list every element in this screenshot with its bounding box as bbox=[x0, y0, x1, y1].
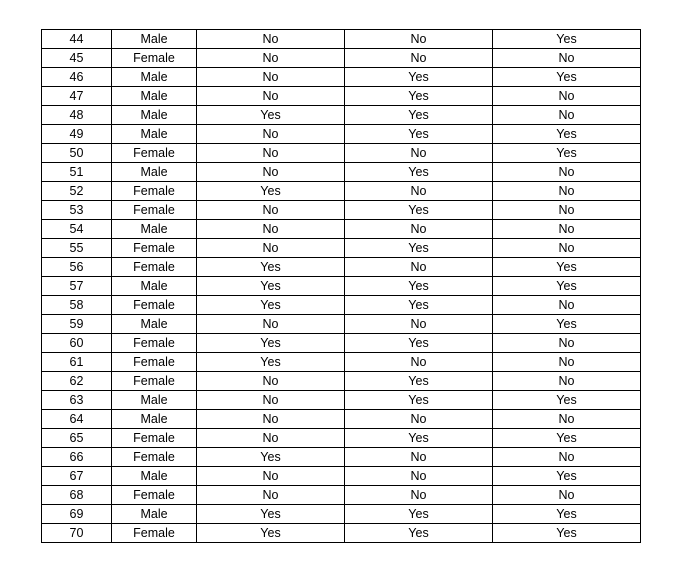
table-row bbox=[42, 315, 641, 334]
answer-cell-2: No bbox=[345, 353, 493, 372]
answer-cell-3: No bbox=[493, 163, 641, 182]
gender-cell: Male bbox=[112, 30, 197, 49]
table-row bbox=[42, 49, 641, 68]
answer-cell-2: Yes bbox=[345, 524, 493, 543]
answer-cell-1: No bbox=[197, 220, 345, 239]
gender-cell: Male bbox=[112, 87, 197, 106]
answer-cell-3: Yes bbox=[493, 505, 641, 524]
gender-cell: Female bbox=[112, 334, 197, 353]
gender-cell: Male bbox=[112, 391, 197, 410]
answer-cell-1: Yes bbox=[197, 334, 345, 353]
id-cell: 66 bbox=[42, 448, 112, 467]
answer-cell-3: No bbox=[493, 201, 641, 220]
answer-cell-3: No bbox=[493, 87, 641, 106]
answer-cell-1: No bbox=[197, 87, 345, 106]
answer-cell-2: Yes bbox=[345, 505, 493, 524]
answer-cell-2: Yes bbox=[345, 201, 493, 220]
answer-cell-1: No bbox=[197, 391, 345, 410]
answer-cell-3: Yes bbox=[493, 258, 641, 277]
answer-cell-3: Yes bbox=[493, 391, 641, 410]
answer-cell-2: Yes bbox=[345, 334, 493, 353]
answer-cell-2: No bbox=[345, 49, 493, 68]
answer-cell-1: Yes bbox=[197, 296, 345, 315]
answer-cell-3: Yes bbox=[493, 30, 641, 49]
table-row bbox=[42, 391, 641, 410]
table-row bbox=[42, 239, 641, 258]
gender-cell: Female bbox=[112, 239, 197, 258]
gender-cell: Male bbox=[112, 505, 197, 524]
answer-cell-2: Yes bbox=[345, 296, 493, 315]
answer-cell-3: Yes bbox=[493, 68, 641, 87]
answer-cell-3: No bbox=[493, 410, 641, 429]
table-row bbox=[42, 68, 641, 87]
gender-cell: Female bbox=[112, 372, 197, 391]
table-row bbox=[42, 144, 641, 163]
gender-cell: Male bbox=[112, 467, 197, 486]
answer-cell-1: No bbox=[197, 30, 345, 49]
answer-cell-1: No bbox=[197, 410, 345, 429]
id-cell: 58 bbox=[42, 296, 112, 315]
answer-cell-3: No bbox=[493, 448, 641, 467]
answer-cell-1: No bbox=[197, 144, 345, 163]
answer-cell-2: Yes bbox=[345, 372, 493, 391]
id-cell: 52 bbox=[42, 182, 112, 201]
table-row bbox=[42, 372, 641, 391]
id-cell: 54 bbox=[42, 220, 112, 239]
answer-cell-2: Yes bbox=[345, 239, 493, 258]
id-cell: 55 bbox=[42, 239, 112, 258]
answer-cell-2: No bbox=[345, 467, 493, 486]
answer-cell-3: No bbox=[493, 49, 641, 68]
answer-cell-1: Yes bbox=[197, 277, 345, 296]
gender-cell: Male bbox=[112, 220, 197, 239]
answer-cell-1: No bbox=[197, 467, 345, 486]
table-row bbox=[42, 467, 641, 486]
id-cell: 57 bbox=[42, 277, 112, 296]
gender-cell: Male bbox=[112, 410, 197, 429]
answer-cell-3: No bbox=[493, 296, 641, 315]
answer-cell-1: Yes bbox=[197, 182, 345, 201]
answer-cell-1: No bbox=[197, 201, 345, 220]
table-row bbox=[42, 410, 641, 429]
answer-cell-3: No bbox=[493, 334, 641, 353]
gender-cell: Female bbox=[112, 144, 197, 163]
answer-cell-1: No bbox=[197, 429, 345, 448]
gender-cell: Male bbox=[112, 315, 197, 334]
answer-cell-2: No bbox=[345, 486, 493, 505]
id-cell: 65 bbox=[42, 429, 112, 448]
gender-cell: Female bbox=[112, 448, 197, 467]
id-cell: 67 bbox=[42, 467, 112, 486]
answer-cell-1: No bbox=[197, 68, 345, 87]
answer-cell-1: Yes bbox=[197, 524, 345, 543]
id-cell: 47 bbox=[42, 87, 112, 106]
answer-cell-2: No bbox=[345, 258, 493, 277]
table-row bbox=[42, 106, 641, 125]
table-row bbox=[42, 524, 641, 543]
table-row bbox=[42, 505, 641, 524]
answer-cell-3: Yes bbox=[493, 125, 641, 144]
answer-cell-2: No bbox=[345, 30, 493, 49]
gender-cell: Female bbox=[112, 524, 197, 543]
answer-cell-2: Yes bbox=[345, 125, 493, 144]
id-cell: 44 bbox=[42, 30, 112, 49]
id-cell: 50 bbox=[42, 144, 112, 163]
answer-cell-3: Yes bbox=[493, 144, 641, 163]
answer-cell-3: No bbox=[493, 372, 641, 391]
gender-cell: Female bbox=[112, 201, 197, 220]
table-row bbox=[42, 429, 641, 448]
answer-cell-1: No bbox=[197, 372, 345, 391]
answer-cell-3: No bbox=[493, 486, 641, 505]
answer-cell-3: Yes bbox=[493, 467, 641, 486]
answer-cell-2: Yes bbox=[345, 163, 493, 182]
answer-cell-2: No bbox=[345, 220, 493, 239]
answer-cell-2: Yes bbox=[345, 106, 493, 125]
gender-cell: Female bbox=[112, 486, 197, 505]
answer-cell-1: No bbox=[197, 163, 345, 182]
answer-cell-2: No bbox=[345, 144, 493, 163]
id-cell: 49 bbox=[42, 125, 112, 144]
answer-cell-2: No bbox=[345, 182, 493, 201]
answer-cell-3: No bbox=[493, 353, 641, 372]
gender-cell: Female bbox=[112, 296, 197, 315]
answer-cell-3: Yes bbox=[493, 524, 641, 543]
answer-cell-1: Yes bbox=[197, 448, 345, 467]
id-cell: 48 bbox=[42, 106, 112, 125]
answer-cell-1: No bbox=[197, 125, 345, 144]
id-cell: 62 bbox=[42, 372, 112, 391]
id-cell: 63 bbox=[42, 391, 112, 410]
answer-cell-3: Yes bbox=[493, 429, 641, 448]
gender-cell: Male bbox=[112, 277, 197, 296]
id-cell: 70 bbox=[42, 524, 112, 543]
table-row bbox=[42, 258, 641, 277]
id-cell: 46 bbox=[42, 68, 112, 87]
answer-cell-1: No bbox=[197, 49, 345, 68]
answer-cell-3: Yes bbox=[493, 277, 641, 296]
gender-cell: Male bbox=[112, 68, 197, 87]
table-row bbox=[42, 448, 641, 467]
table-row bbox=[42, 353, 641, 372]
table-row bbox=[42, 486, 641, 505]
table-row bbox=[42, 296, 641, 315]
gender-cell: Male bbox=[112, 106, 197, 125]
table-row bbox=[42, 87, 641, 106]
answer-cell-1: No bbox=[197, 239, 345, 258]
answer-cell-2: Yes bbox=[345, 391, 493, 410]
table-row bbox=[42, 277, 641, 296]
answer-cell-1: Yes bbox=[197, 106, 345, 125]
answer-cell-2: No bbox=[345, 315, 493, 334]
table-row bbox=[42, 334, 641, 353]
answer-cell-2: Yes bbox=[345, 87, 493, 106]
answer-cell-3: Yes bbox=[493, 315, 641, 334]
answer-cell-3: No bbox=[493, 220, 641, 239]
gender-cell: Female bbox=[112, 182, 197, 201]
id-cell: 61 bbox=[42, 353, 112, 372]
id-cell: 60 bbox=[42, 334, 112, 353]
id-cell: 45 bbox=[42, 49, 112, 68]
answer-cell-2: No bbox=[345, 448, 493, 467]
answer-cell-2: Yes bbox=[345, 68, 493, 87]
answer-cell-1: Yes bbox=[197, 258, 345, 277]
answer-cell-3: No bbox=[493, 239, 641, 258]
table-row bbox=[42, 220, 641, 239]
id-cell: 56 bbox=[42, 258, 112, 277]
id-cell: 59 bbox=[42, 315, 112, 334]
gender-cell: Female bbox=[112, 429, 197, 448]
table-body bbox=[42, 30, 641, 543]
answer-cell-1: Yes bbox=[197, 505, 345, 524]
table-row bbox=[42, 30, 641, 49]
answer-cell-3: No bbox=[493, 182, 641, 201]
gender-cell: Female bbox=[112, 49, 197, 68]
table-row bbox=[42, 201, 641, 220]
id-cell: 69 bbox=[42, 505, 112, 524]
table-row bbox=[42, 163, 641, 182]
answer-cell-2: Yes bbox=[345, 277, 493, 296]
id-cell: 53 bbox=[42, 201, 112, 220]
gender-cell: Female bbox=[112, 258, 197, 277]
id-cell: 51 bbox=[42, 163, 112, 182]
gender-cell: Male bbox=[112, 125, 197, 144]
id-cell: 68 bbox=[42, 486, 112, 505]
gender-cell: Female bbox=[112, 353, 197, 372]
id-cell: 64 bbox=[42, 410, 112, 429]
table-row bbox=[42, 182, 641, 201]
gender-cell: Male bbox=[112, 163, 197, 182]
data-table bbox=[41, 29, 641, 543]
answer-cell-1: No bbox=[197, 315, 345, 334]
answer-cell-3: No bbox=[493, 106, 641, 125]
answer-cell-2: No bbox=[345, 410, 493, 429]
answer-cell-2: Yes bbox=[345, 429, 493, 448]
answer-cell-1: Yes bbox=[197, 353, 345, 372]
answer-cell-1: No bbox=[197, 486, 345, 505]
table-row bbox=[42, 125, 641, 144]
